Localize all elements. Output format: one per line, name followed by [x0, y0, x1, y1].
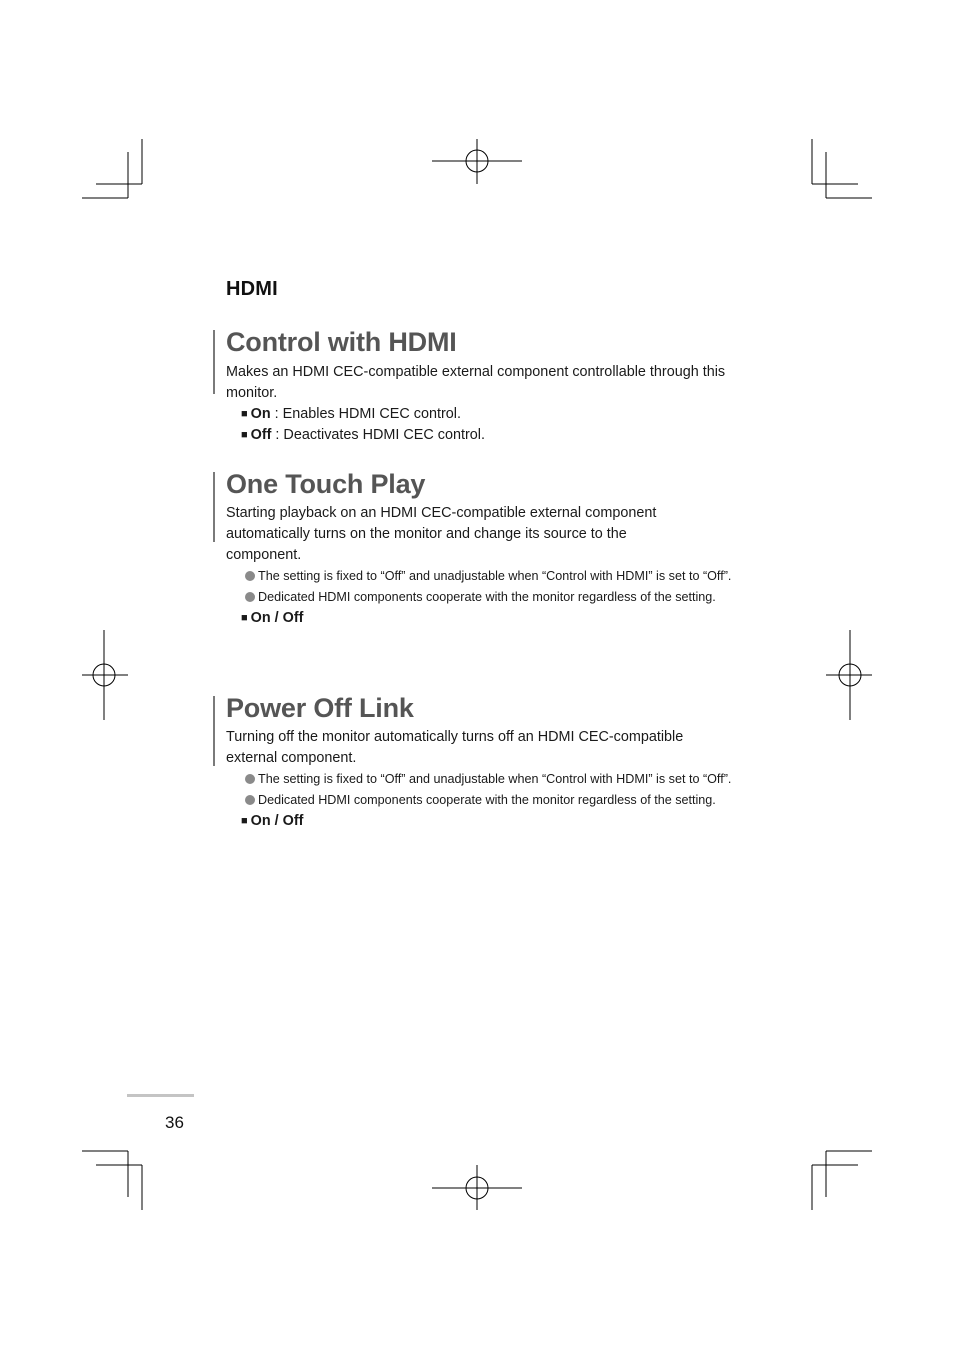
circle-bullet-icon	[245, 592, 255, 602]
option-label: On / Off	[250, 813, 304, 829]
note-item	[213, 566, 733, 587]
section-control-with-hdmi	[213, 325, 733, 446]
note-item	[213, 769, 733, 790]
note-item	[213, 587, 733, 608]
section-description: Starting playback on an HDMI CEC-compatible external component automatically turns on the monitor and change its source to the component.	[226, 505, 657, 563]
square-bullet-icon: ■	[241, 429, 248, 441]
option-label: On / Off	[250, 610, 304, 626]
option-text: : Enables HDMI CEC control.	[270, 406, 461, 422]
option-on-off	[213, 811, 733, 832]
circle-bullet-icon	[245, 774, 255, 784]
option-off	[213, 425, 733, 446]
section-title: Control with HDMI	[226, 327, 457, 357]
note-text: Dedicated HDMI components cooperate with the monitor regardless of the setting.	[258, 590, 716, 604]
section-power-off-link	[213, 691, 733, 832]
square-bullet-icon: ■	[241, 815, 248, 827]
section-description: Makes an HDMI CEC-compatible external component controllable through this monitor.	[226, 364, 726, 401]
section-one-touch-play	[213, 467, 733, 629]
option-label: Off	[250, 427, 272, 443]
section-description: Turning off the monitor automatically turns off an HDMI CEC-compatible external component.	[226, 729, 684, 766]
note-text: The setting is fixed to “Off” and unadjustable when “Control with HDMI” is set to “Off”.	[258, 772, 732, 786]
page-number: 36	[165, 1113, 184, 1132]
note-item	[213, 790, 733, 811]
section-bar	[213, 472, 215, 542]
section-title: Power Off Link	[226, 693, 414, 723]
square-bullet-icon: ■	[241, 408, 248, 420]
option-on	[213, 404, 733, 425]
note-text: Dedicated HDMI components cooperate with the monitor regardless of the setting.	[258, 793, 716, 807]
section-label: HDMI	[226, 278, 278, 300]
section-title: One Touch Play	[226, 469, 426, 499]
square-bullet-icon: ■	[241, 612, 248, 624]
circle-bullet-icon	[245, 795, 255, 805]
page-number-rule	[127, 1094, 194, 1097]
option-on-off	[213, 608, 733, 629]
circle-bullet-icon	[245, 571, 255, 581]
option-label: On	[250, 406, 271, 422]
section-bar	[213, 696, 215, 766]
note-text: The setting is fixed to “Off” and unadjustable when “Control with HDMI” is set to “Off”.	[258, 569, 732, 583]
section-bar	[213, 330, 215, 394]
option-text: : Deactivates HDMI CEC control.	[271, 427, 485, 443]
